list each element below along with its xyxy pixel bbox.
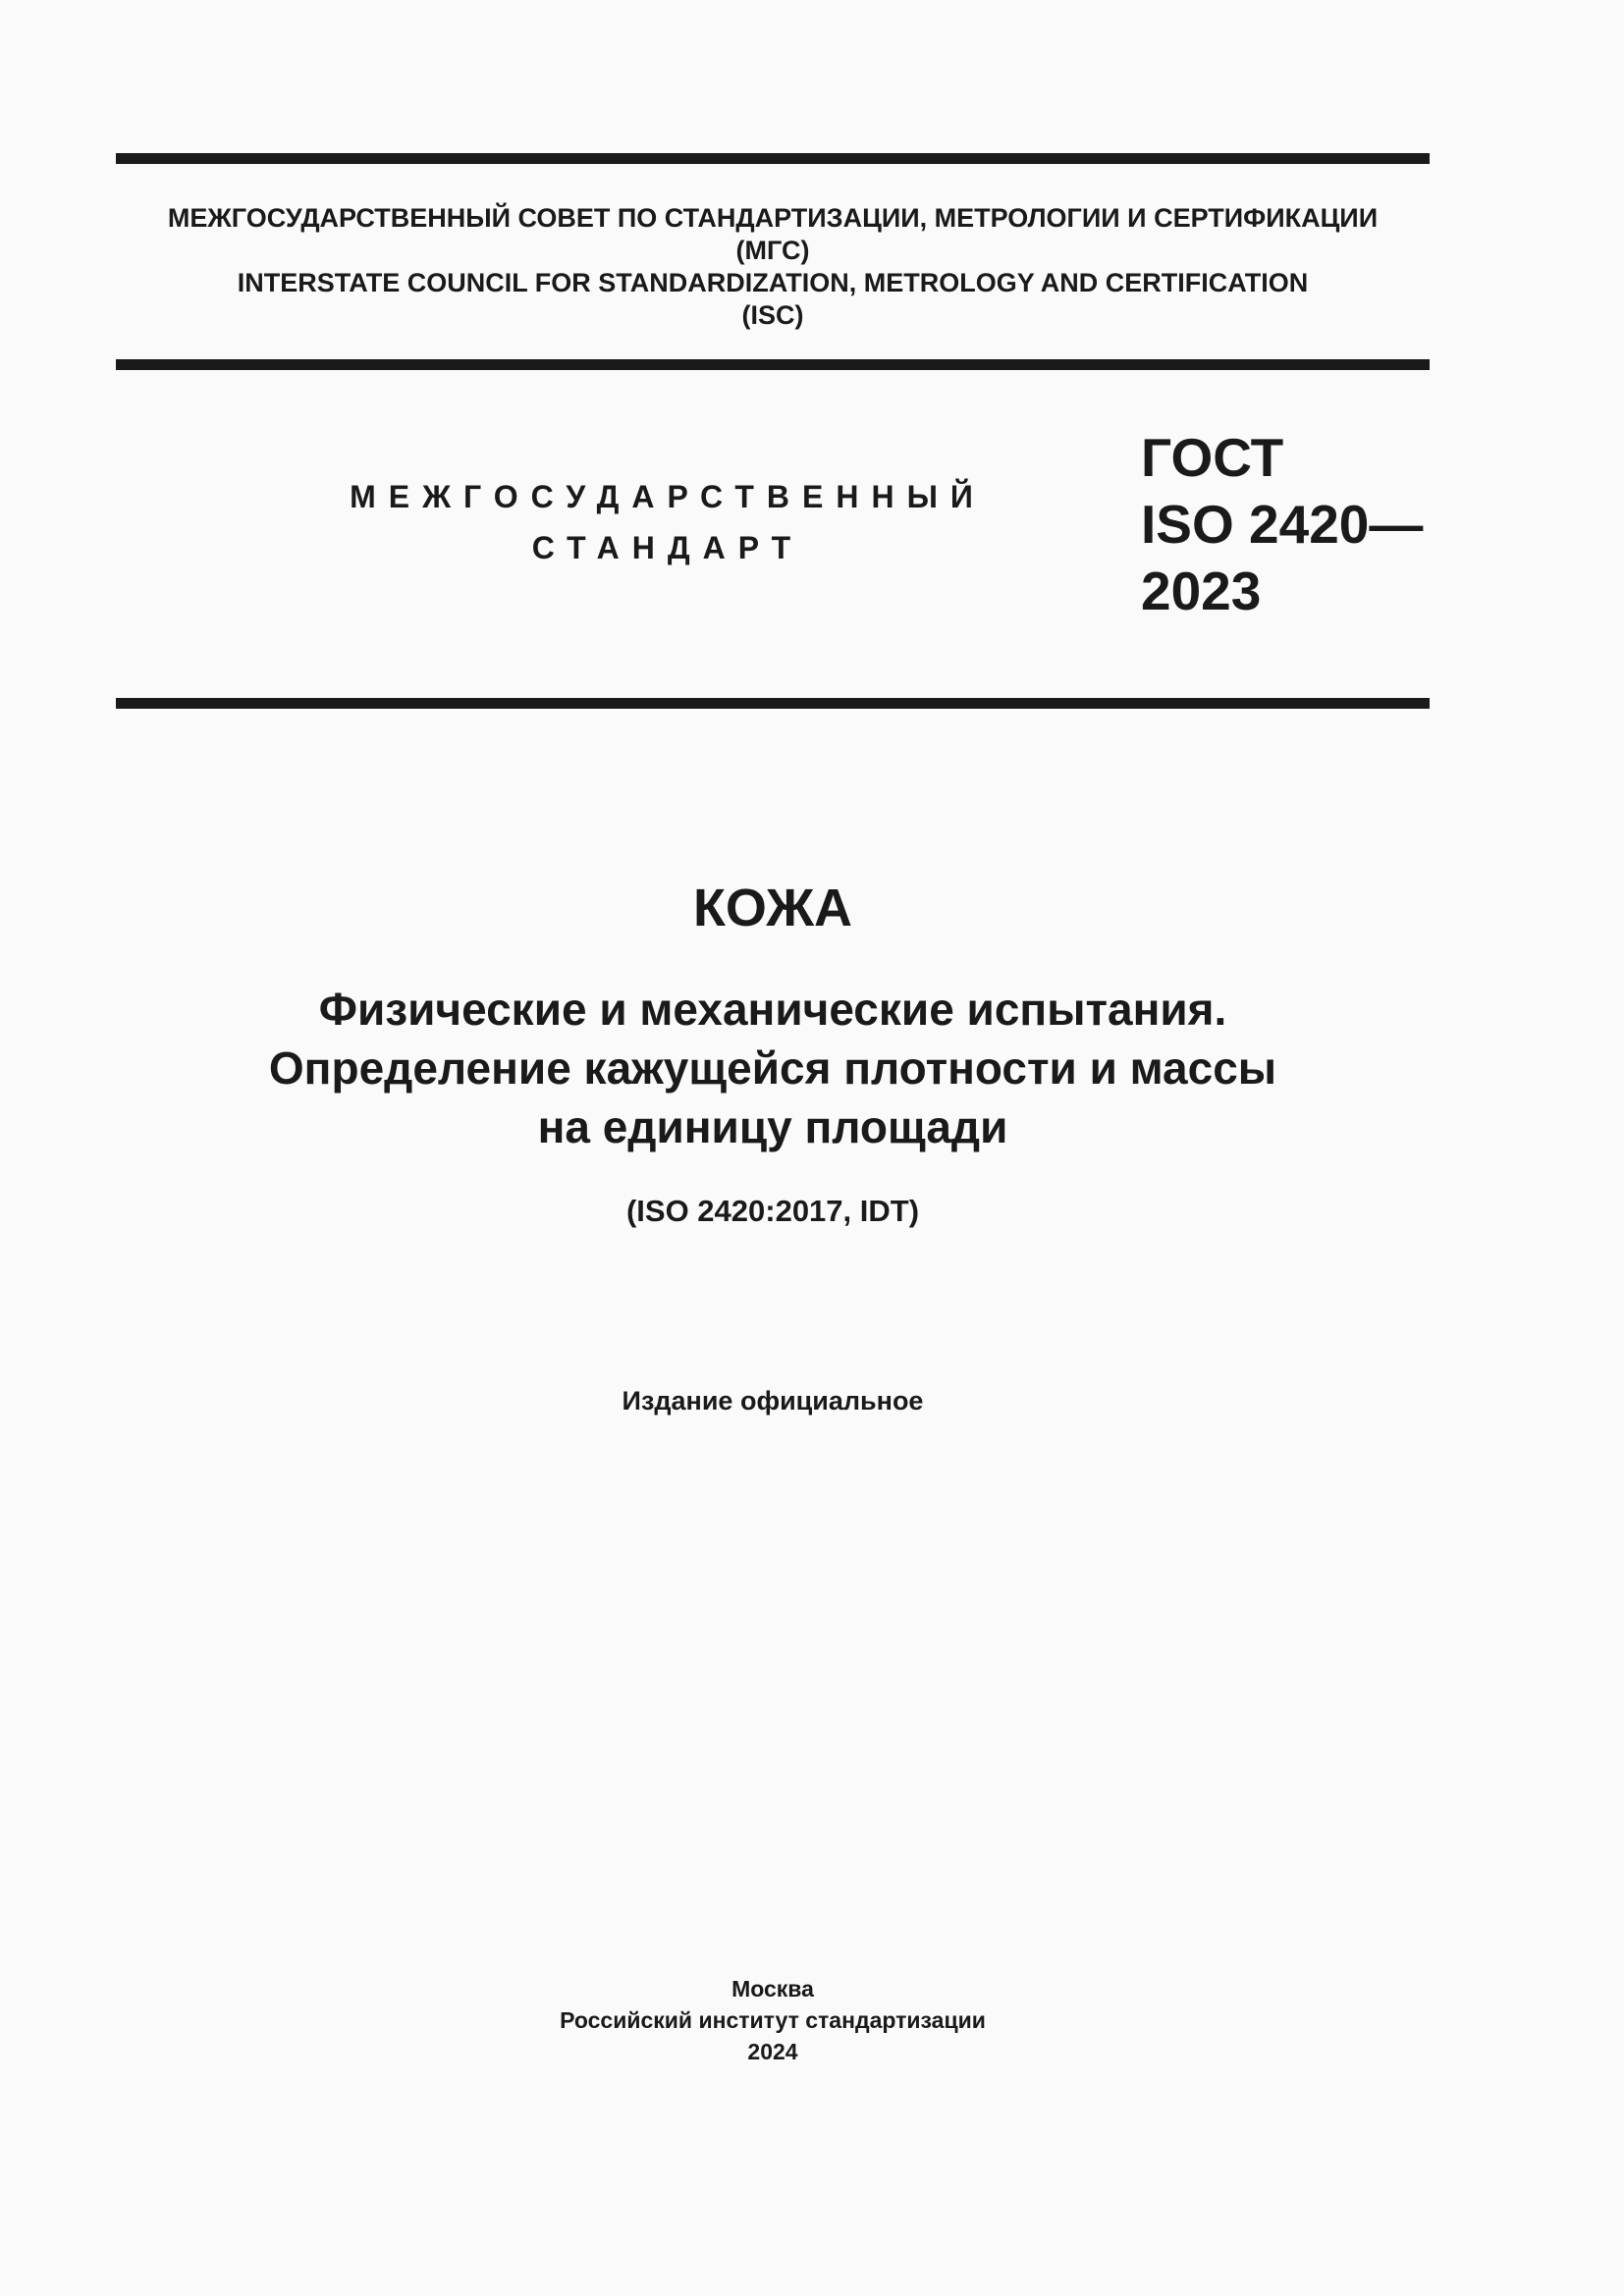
edition-label: Издание официальное xyxy=(622,1386,924,1415)
standard-designation xyxy=(1141,424,1423,624)
imprint-city: Москва xyxy=(731,1976,814,2002)
council-name-en: INTERSTATE COUNCIL FOR STANDARDIZATION, METROLOGY AND CERTIFICATION xyxy=(237,268,1309,297)
council-abbr-en: (ISC) xyxy=(741,300,804,330)
council-header xyxy=(116,202,1430,332)
imprint-year: 2024 xyxy=(747,2039,798,2064)
subtitle-line2: Определение кажущейся плотности и массы xyxy=(268,1042,1277,1094)
designation-line1: ГОСТ xyxy=(1141,427,1284,488)
standard-type-line2: СТАНДАРТ xyxy=(531,530,804,565)
document-title: КОЖА xyxy=(692,879,853,937)
header-bottom-rule xyxy=(116,359,1430,370)
iso-reference: (ISO 2420:2017, IDT) xyxy=(625,1194,920,1228)
designation-bottom-rule xyxy=(116,698,1430,709)
top-rule xyxy=(116,153,1430,164)
standard-type-line1: МЕЖГОСУДАРСТВЕННЫЙ xyxy=(350,479,986,514)
council-abbr-ru: (МГС) xyxy=(735,236,810,265)
council-name-ru: МЕЖГОСУДАРСТВЕННЫЙ СОВЕТ ПО СТАНДАРТИЗАЦИИ, МЕТРОЛОГИИ И СЕРТИФИКАЦИИ xyxy=(167,203,1379,233)
subtitle-line1: Физические и механические испытания. xyxy=(318,984,1227,1035)
document-subtitle xyxy=(116,980,1430,1156)
publisher-imprint xyxy=(116,1973,1430,2067)
designation-line2: ISO 2420— xyxy=(1141,494,1424,555)
standard-type-label xyxy=(295,471,1041,573)
imprint-publisher: Российский институт стандартизации xyxy=(560,2007,986,2033)
subtitle-line3: на единицу площади xyxy=(537,1101,1008,1152)
designation-line3: 2023 xyxy=(1141,561,1262,621)
